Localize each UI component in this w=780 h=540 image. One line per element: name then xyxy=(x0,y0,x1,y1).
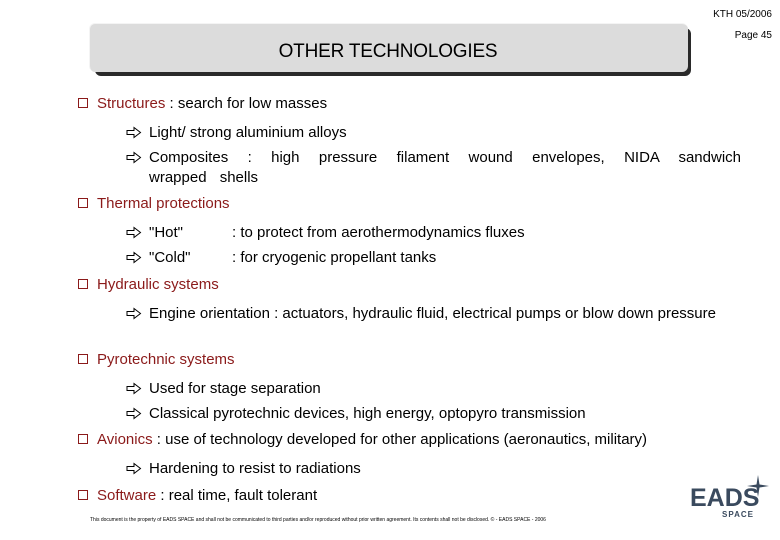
sub-bullet-term: "Cold" xyxy=(149,249,191,266)
sub-bullet xyxy=(126,123,347,143)
sub-bullet xyxy=(126,148,741,188)
bullet-software xyxy=(78,486,317,506)
bullet-lead: Avionics xyxy=(97,431,153,448)
bullet-pyrotechnic xyxy=(78,350,235,370)
arrow-right-icon xyxy=(126,407,142,420)
page-number: Page 45 xyxy=(734,30,772,41)
arrow-right-icon xyxy=(126,151,142,164)
bullet-avionics xyxy=(78,430,647,450)
bullet-text: : search for low masses xyxy=(165,95,328,112)
arrow-right-icon xyxy=(126,226,142,239)
sub-bullet-text: Composites : high pressure filament wound envelopes, NIDA sandwich wrapped shells xyxy=(149,149,741,186)
square-bullet-icon xyxy=(78,434,88,444)
sub-bullet-text: Used for stage separation xyxy=(149,380,321,397)
arrow-right-icon xyxy=(126,307,142,320)
arrow-right-icon xyxy=(126,462,142,475)
page-title: OTHER TECHNOLOGIES xyxy=(278,41,498,62)
bullet-hydraulic xyxy=(78,275,219,295)
arrow-right-icon xyxy=(126,382,142,395)
sub-bullet-desc: : to protect from aerothermodynamics fluxes xyxy=(232,224,525,241)
sub-bullet-text: Light/ strong aluminium alloys xyxy=(149,124,347,141)
sub-bullet xyxy=(126,248,626,268)
header-date: KTH 05/2006 xyxy=(713,9,772,20)
square-bullet-icon xyxy=(78,198,88,208)
footer-disclaimer: This document is the property of EADS SPACE and shall not be communicated to third parties and/or reproduced without prior written agreement. Its contents shall not be disclosed. © - EADS SPACE - 2006 xyxy=(90,517,546,523)
bullet-lead: Thermal protections xyxy=(97,195,230,212)
bullet-lead: Software xyxy=(97,487,157,504)
square-bullet-icon xyxy=(78,98,88,108)
square-bullet-icon xyxy=(78,279,88,289)
bullet-lead: Hydraulic systems xyxy=(97,276,219,293)
sub-bullet xyxy=(126,304,741,324)
sub-bullet-text: Engine orientation : actuators, hydraulic fluid, electrical pumps or blow down pressure xyxy=(149,305,716,322)
bullet-lead: Pyrotechnic systems xyxy=(97,351,235,368)
bullet-text: : use of technology developed for other applications (aeronautics, military) xyxy=(152,431,648,448)
logo-subtitle: SPACE xyxy=(722,510,754,519)
bullet-lead: Structures xyxy=(97,95,166,112)
sub-bullet-term: "Hot" xyxy=(149,224,183,241)
eads-space-logo xyxy=(686,474,772,528)
sub-bullet-text: Hardening to resist to radiations xyxy=(149,460,361,477)
sub-bullet xyxy=(126,379,321,399)
sub-bullet-desc: : for cryogenic propellant tanks xyxy=(232,249,437,266)
sub-bullet xyxy=(126,404,586,424)
logo-wordmark: EADS xyxy=(690,484,760,512)
sub-bullet-text: Classical pyrotechnic devices, high energy, optopyro transmission xyxy=(149,405,586,422)
square-bullet-icon xyxy=(78,490,88,500)
square-bullet-icon xyxy=(78,354,88,364)
bullet-structures xyxy=(78,94,327,114)
sub-bullet xyxy=(126,223,626,243)
arrow-right-icon xyxy=(126,251,142,264)
arrow-right-icon xyxy=(126,126,142,139)
sub-bullet xyxy=(126,459,361,479)
bullet-thermal xyxy=(78,194,230,214)
bullet-text: : real time, fault tolerant xyxy=(156,487,318,504)
